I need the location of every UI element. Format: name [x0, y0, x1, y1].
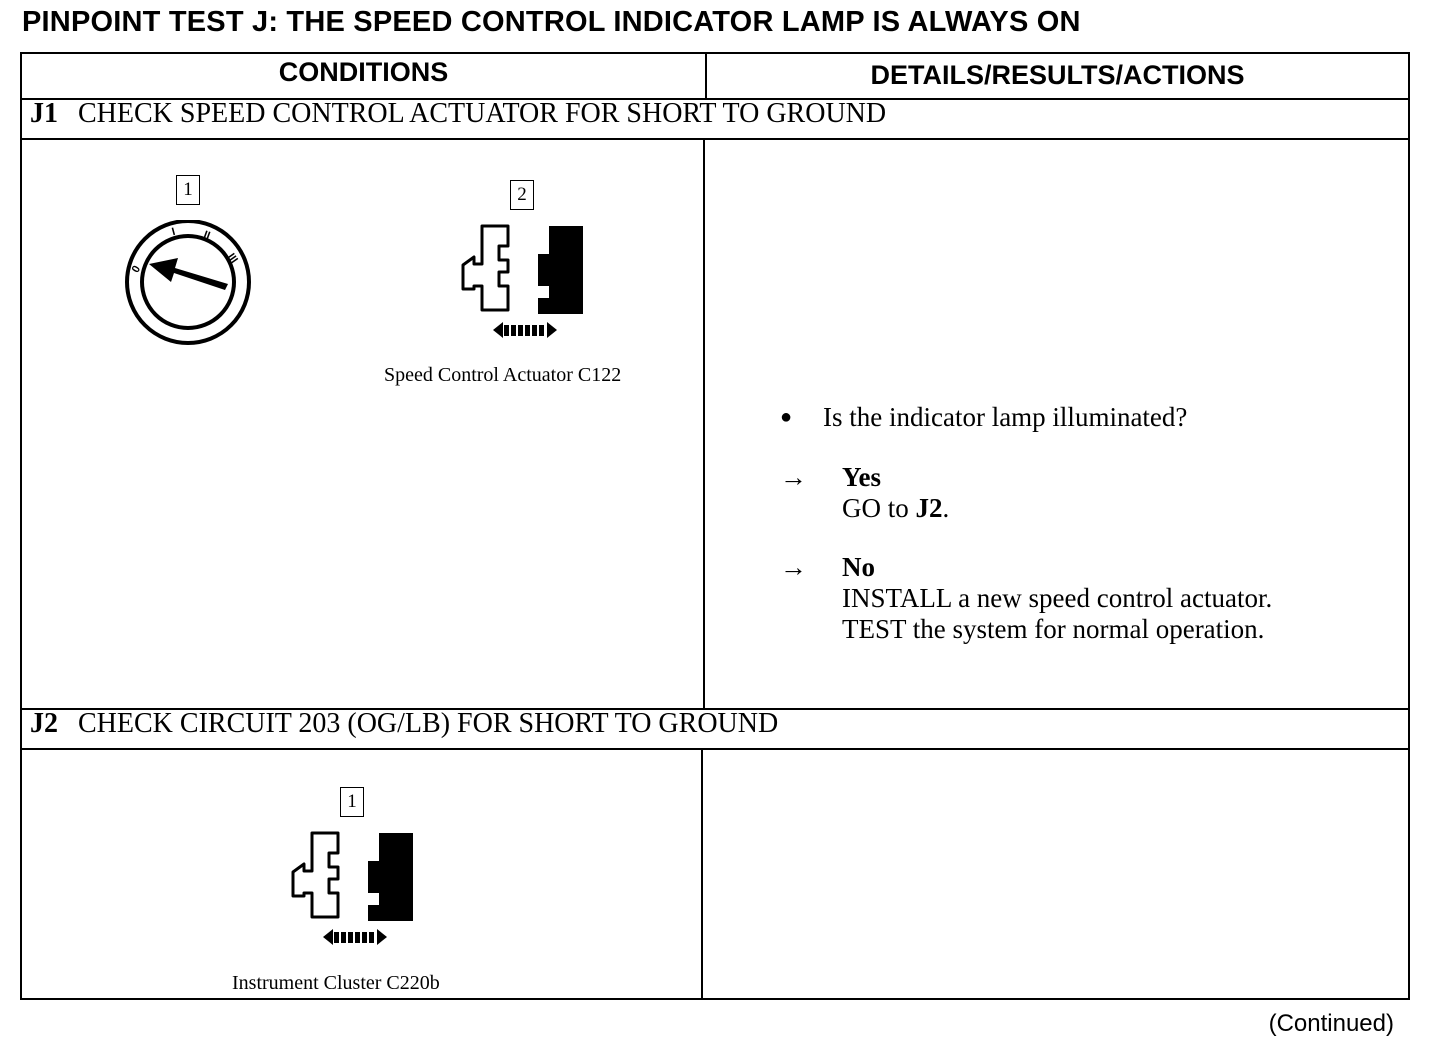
- step-id: J2: [30, 708, 58, 739]
- ignition-mark-start: III: [224, 251, 240, 266]
- result-action-prefix: GO to: [842, 493, 916, 523]
- j2-heading-divider: [22, 748, 1408, 750]
- ignition-key-pointer: [149, 258, 228, 290]
- arrow-left-icon: [323, 929, 333, 945]
- result-action-line: INSTALL a new speed control actuator.: [842, 583, 1273, 613]
- j2-column-divider: [701, 748, 703, 998]
- step-j2-heading: [30, 708, 778, 740]
- arrow-right-icon: [377, 929, 387, 945]
- result-answer: No: [842, 552, 875, 582]
- callout-2: 2: [510, 180, 534, 210]
- j1-heading-divider: [22, 138, 1408, 140]
- instrument-cluster-connector-icon: [288, 831, 416, 956]
- pinpoint-test-table: [20, 52, 1410, 1000]
- result-answer: Yes: [842, 462, 881, 492]
- details-header: DETAILS/RESULTS/ACTIONS: [870, 60, 1245, 90]
- bullet-icon: ●: [780, 406, 793, 428]
- question-text: Is the indicator lamp illuminated?: [823, 402, 1188, 432]
- step-j1-heading: [30, 98, 886, 130]
- ignition-mark-off: 0: [129, 263, 144, 275]
- result-action-suffix: .: [942, 493, 950, 523]
- continued-note: (Continued): [1268, 1010, 1394, 1037]
- j1-result-yes: [780, 462, 949, 524]
- right-arrow-icon: →: [780, 462, 807, 492]
- conditions-header: CONDITIONS: [278, 57, 449, 87]
- right-arrow-icon: →: [780, 552, 807, 582]
- j1-connector-caption: Speed Control Actuator C122: [384, 364, 622, 386]
- result-action-line: TEST the system for normal operation.: [842, 614, 1265, 644]
- connector-half-open-icon: [293, 833, 338, 917]
- result-action-target: J2: [915, 493, 943, 523]
- step-heading-text: CHECK CIRCUIT 203 (OG/LB) FOR SHORT TO GROUND: [78, 708, 779, 739]
- step-heading-text: CHECK SPEED CONTROL ACTUATOR FOR SHORT TO GROUND: [78, 98, 887, 129]
- arrow-left-icon: [493, 322, 503, 338]
- step-id: J1: [30, 98, 58, 129]
- connector-half-solid-icon: [368, 833, 413, 921]
- j2-connector-caption: Instrument Cluster C220b: [232, 972, 440, 994]
- j1-column-divider: [703, 138, 705, 708]
- ignition-mark-run: II: [201, 228, 212, 243]
- connector-half-solid-icon: [538, 226, 583, 314]
- j1-result-no: [780, 552, 1272, 645]
- ignition-mark-acc: I: [170, 225, 177, 239]
- j1-question: [780, 402, 1187, 433]
- callout-1: 1: [340, 787, 364, 817]
- ignition-switch-off-icon: [122, 220, 256, 346]
- speed-control-actuator-connector-icon: [458, 224, 586, 349]
- callout-1: 1: [176, 175, 200, 205]
- page-title: PINPOINT TEST J: THE SPEED CONTROL INDICATOR LAMP IS ALWAYS ON: [22, 6, 1081, 38]
- connector-half-open-icon: [463, 226, 508, 310]
- arrow-right-icon: [547, 322, 557, 338]
